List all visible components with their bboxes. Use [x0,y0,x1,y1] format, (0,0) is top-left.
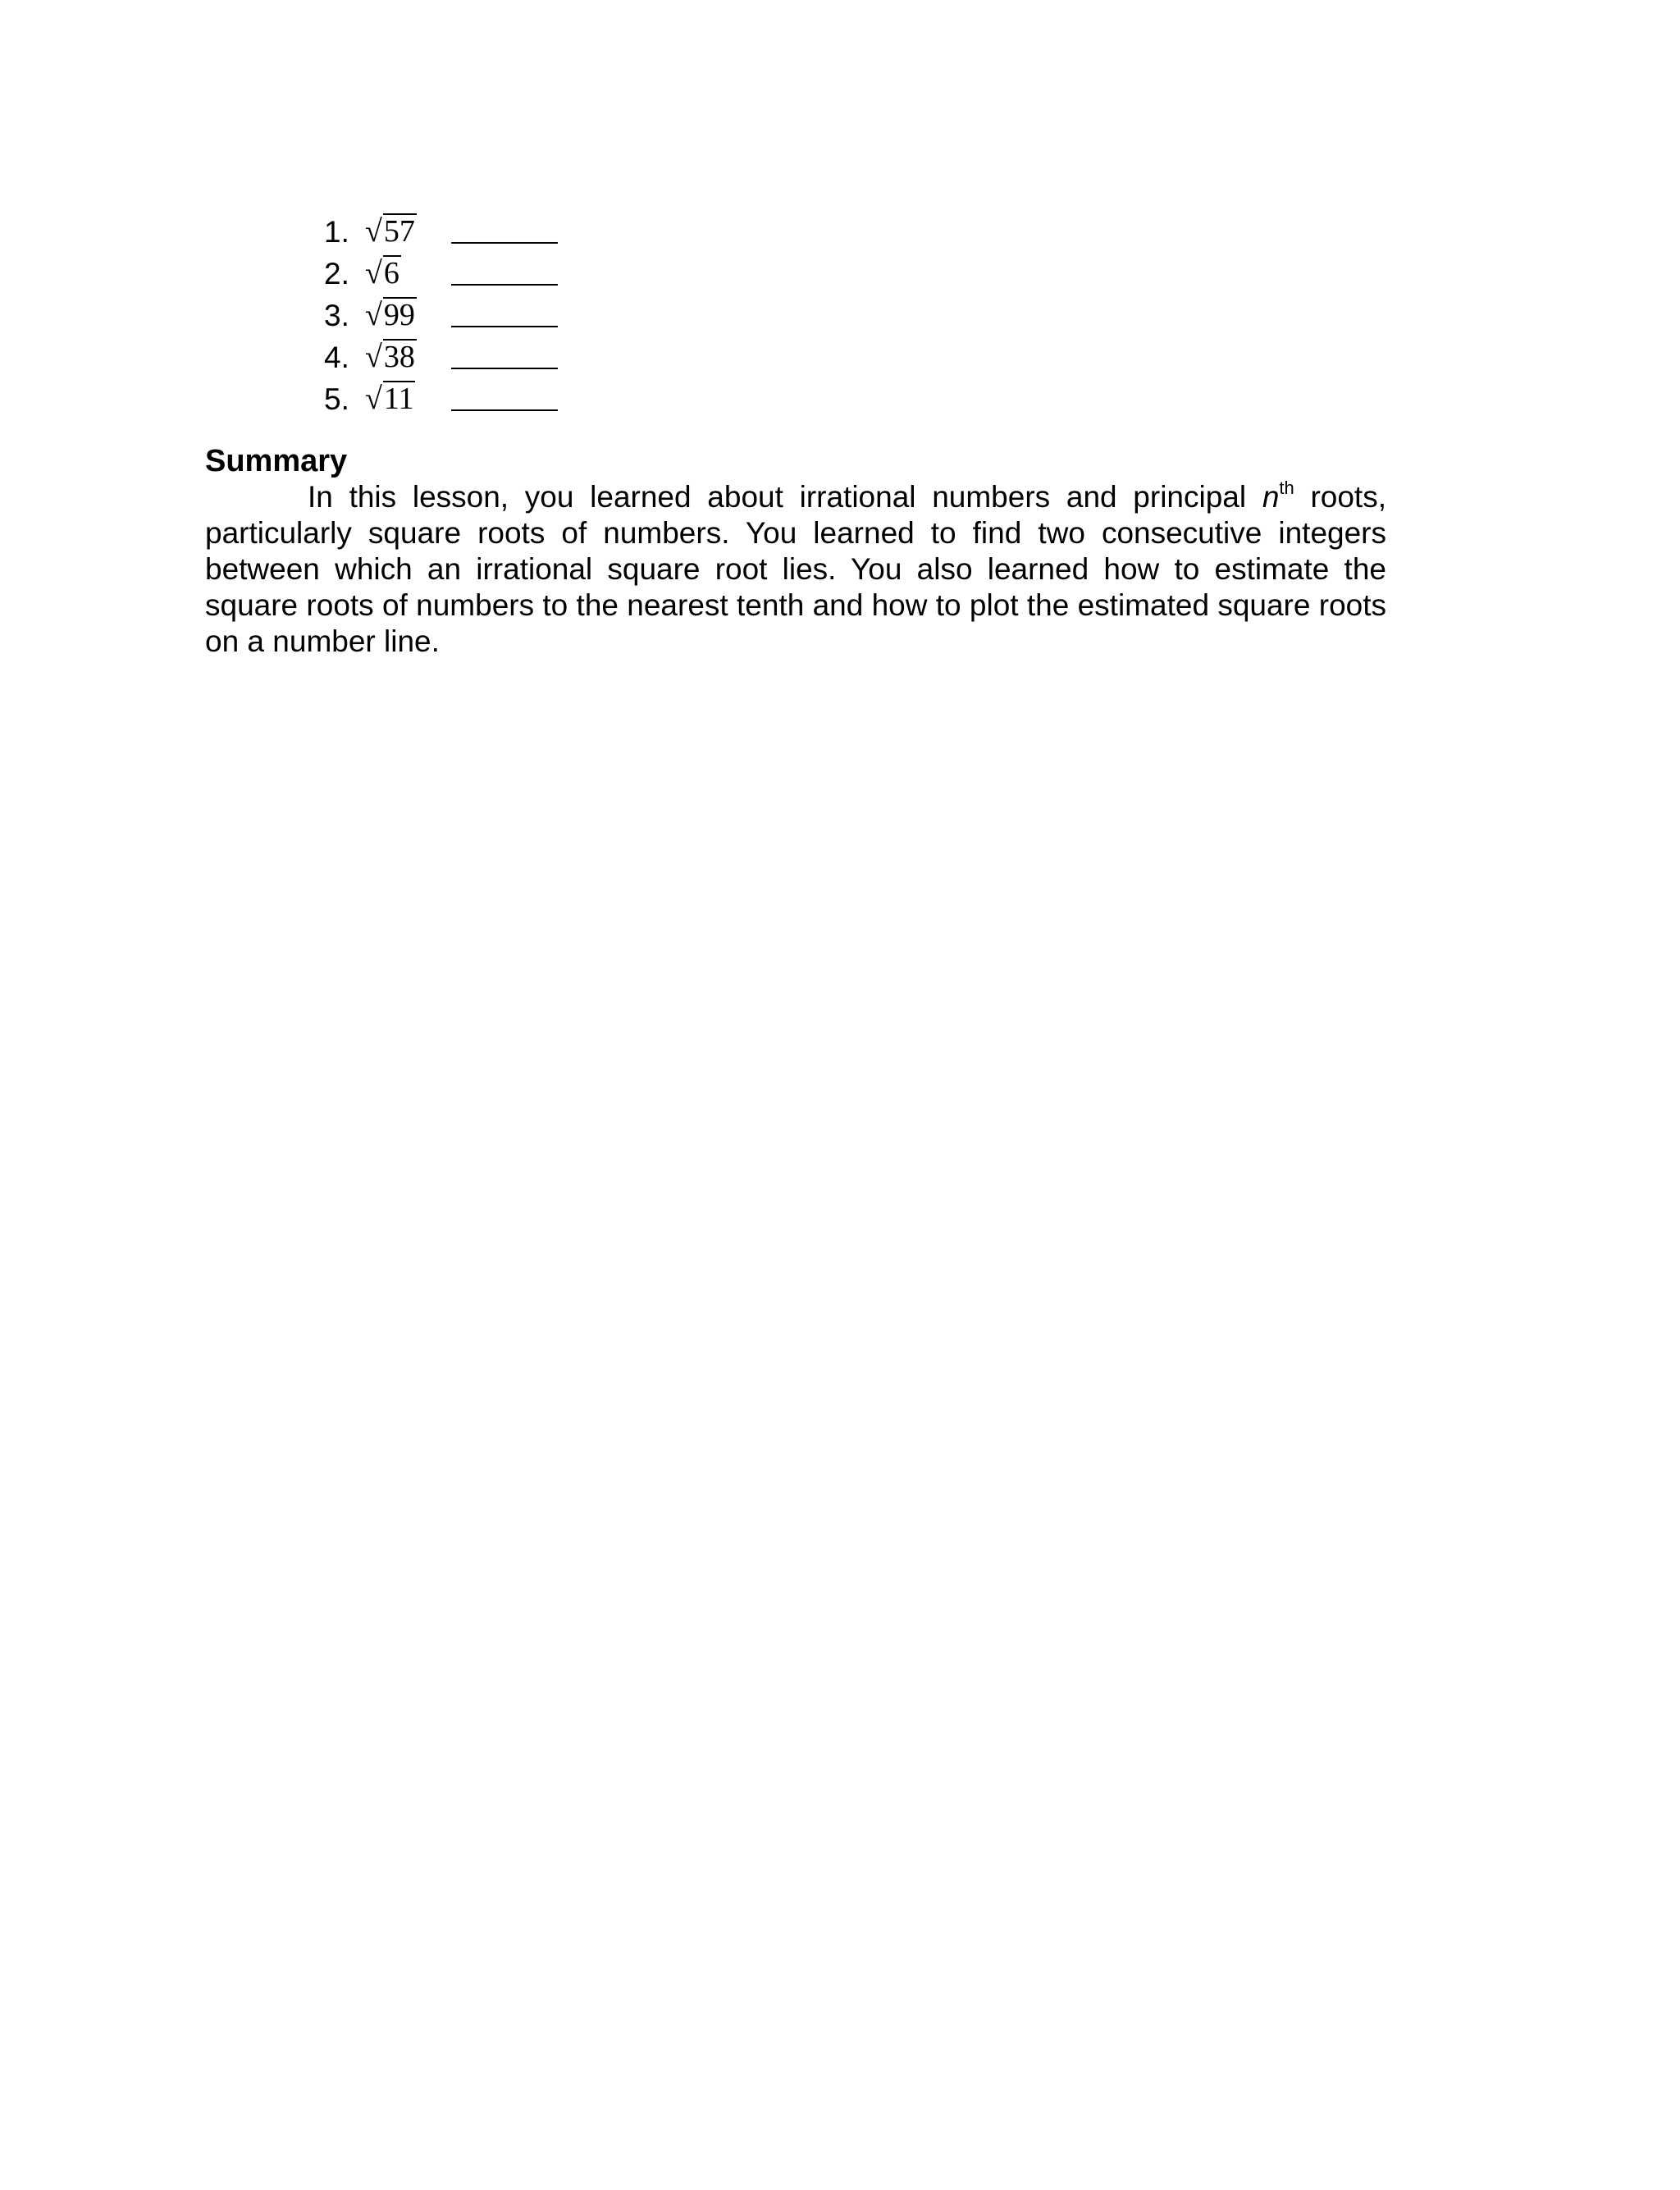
answer-blank[interactable] [451,366,558,369]
summary-text-part2: roots, particularly square roots of numbers. You learned to find two consecutive integers between which an irrational square root lies. You also learned how to estimate the square roots of numbers to the nearest tenth and how to plot the estimated square roots on a number line. [205,480,1386,658]
radicand: 99 [383,298,415,332]
radical-sign: √ [365,256,382,290]
item-number: 1. [324,215,349,249]
answer-blank[interactable] [451,282,558,286]
summary-section [205,443,1386,660]
radical-sign: √ [365,340,382,374]
square-root-expression [365,297,417,331]
summary-heading: Summary [205,444,348,478]
exercise-item [324,373,669,414]
square-root-expression [365,381,415,414]
exercise-item [324,247,669,289]
exercise-item [324,331,669,373]
square-root-expression [365,213,417,247]
answer-blank[interactable] [451,408,558,411]
square-root-expression [365,339,417,373]
answer-blank[interactable] [451,324,558,327]
summary-text-part1: In this lesson, you learned about irrational numbers and principal [308,480,1262,514]
radicand: 38 [383,340,415,374]
summary-paragraph [205,479,1386,660]
item-number: 4. [324,341,349,374]
exercise-item [324,289,669,331]
item-number: 5. [324,382,349,416]
square-root-expression [365,255,401,289]
radicand: 11 [383,382,414,416]
answer-blank[interactable] [451,240,558,244]
radical-sign: √ [365,214,382,249]
item-number: 2. [324,257,349,290]
exercise-list [324,205,669,414]
exercise-item [324,205,669,247]
radicand: 57 [383,214,415,249]
radical-sign: √ [365,382,382,416]
radicand: 6 [383,256,399,290]
radical-sign: √ [365,298,382,332]
item-number: 3. [324,299,349,332]
superscript-th: th [1279,478,1294,498]
variable-n: n [1262,480,1280,514]
